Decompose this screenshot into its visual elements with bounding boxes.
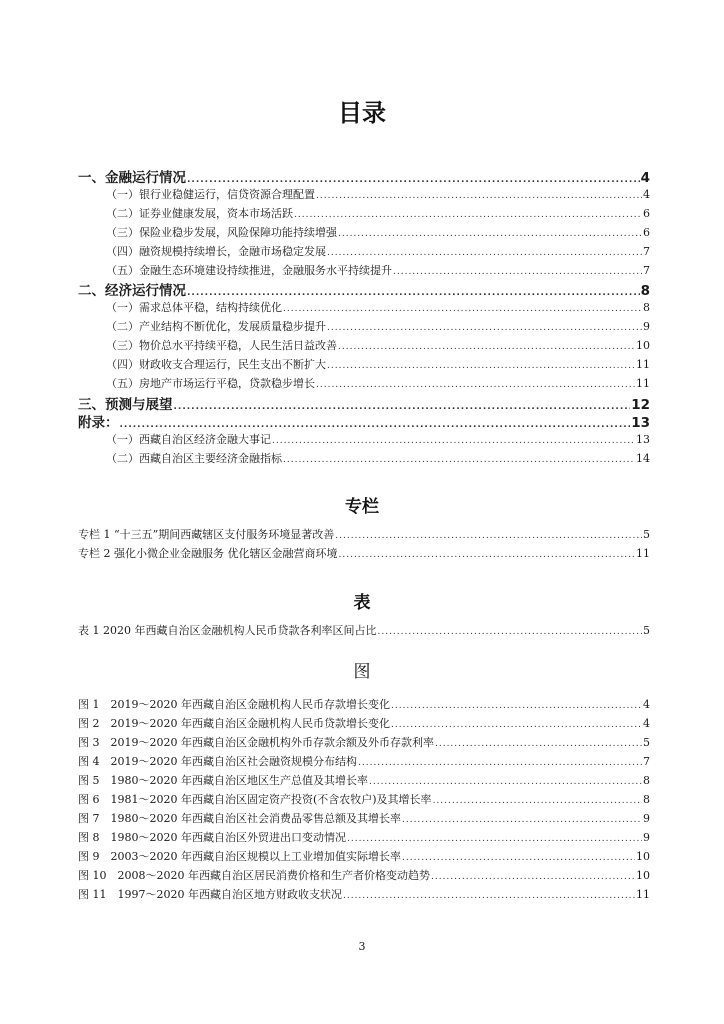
column-entry[interactable]: 专栏 2 强化小微企业金融服务 优化辖区金融营商环境 ..... 11 (78, 545, 650, 563)
figure-entry[interactable]: 图 8 1980～2020 年西藏自治区外贸进出口变动情况 ..... 9 (78, 829, 650, 847)
table-entry[interactable]: 表 1 2020 年西藏自治区金融机构人民币贷款各利率区间占比 ..... 5 (78, 622, 650, 640)
toc-entry[interactable]: （二）产业结构不断优化，发展质量稳步提升 ..... 9 (106, 318, 650, 336)
column-entry[interactable]: 专栏 1 “十三五”期间西藏辖区支付服务环境显著改善 ..... 5 (78, 526, 650, 544)
toc-entry[interactable]: （五）房地产市场运行平稳，贷款稳步增长 ..... 11 (106, 375, 650, 393)
figure-entry[interactable]: 图 1 2019～2020 年西藏自治区金融机构人民币存款增长变化 ..... 4 (78, 696, 650, 714)
figure-entry[interactable]: 图 6 1981～2020 年西藏自治区固定资产投资(不含农牧户)及其增长率 ..... 8 (78, 791, 650, 809)
toc-entry[interactable]: （一）西藏自治区经济金融大事记 ..... 13 (106, 431, 650, 449)
toc-entry[interactable]: （五）金融生态环境建设持续推进，金融服务水平持续提升 ..... 7 (106, 262, 650, 280)
toc-title: 目录 (338, 99, 386, 127)
toc-entry[interactable]: 三、预测与展望 ..... 12 (78, 393, 650, 411)
figure-entry[interactable]: 图 4 2019～2020 年西藏自治区社会融资规模分布结构 ..... 7 (78, 753, 650, 771)
toc-entry[interactable]: （二）证券业健康发展，资本市场活跃 ..... 6 (106, 205, 650, 223)
toc-entry[interactable]: （二）西藏自治区主要经济金融指标 ..... 14 (106, 450, 650, 468)
figure-entry[interactable]: 图 5 1980～2020 年西藏自治区地区生产总值及其增长率 ..... 8 (78, 772, 650, 790)
columns-title: 专栏 (345, 497, 379, 517)
toc-entry[interactable]: （三）保险业稳步发展，风险保障功能持续增强 ..... 6 (106, 224, 650, 242)
toc-entry[interactable]: （四）融资规模持续增长，金融市场稳定发展 ..... 7 (106, 243, 650, 261)
page-number: 3 (358, 940, 366, 953)
figure-entry[interactable]: 图 10 2008～2020 年西藏自治区居民消费价格和生产者价格变动趋势 ..... 10 (78, 867, 650, 885)
toc-entry[interactable]: 一、金融运行情况 ..... 4 (78, 166, 650, 184)
figure-entry[interactable]: 图 2 2019～2020 年西藏自治区金融机构人民币贷款增长变化 ..... 4 (78, 715, 650, 733)
tables-title: 表 (353, 593, 371, 613)
toc-entry[interactable]: 二、经济运行情况 ..... 8 (78, 279, 650, 297)
figure-entry[interactable]: 图 3 2019～2020 年西藏自治区金融机构外币存款余额及外币存款利率 ..... 5 (78, 734, 650, 752)
figures-title: 图 (353, 662, 371, 682)
toc-entry[interactable]: （四）财政收支合理运行，民生支出不断扩大 ..... 11 (106, 356, 650, 374)
figure-entry[interactable]: 图 7 1980～2020 年西藏自治区社会消费品零售总额及其增长率 ..... 9 (78, 810, 650, 828)
figure-entry[interactable]: 图 11 1997～2020 年西藏自治区地方财政收支状况 ..... 11 (78, 886, 650, 904)
toc-entry[interactable]: （一）需求总体平稳，结构持续优化 ..... 8 (106, 299, 650, 317)
toc-entry[interactable]: 附录： ..... 13 (78, 411, 650, 429)
toc-entry[interactable]: （一）银行业稳健运行，信贷资源合理配置 ..... 4 (106, 186, 650, 204)
figure-entry[interactable]: 图 9 2003～2020 年西藏自治区规模以上工业增加值实际增长率 ..... 10 (78, 848, 650, 866)
toc-entry[interactable]: （三）物价总水平持续平稳，人民生活日益改善 ..... 10 (106, 337, 650, 355)
